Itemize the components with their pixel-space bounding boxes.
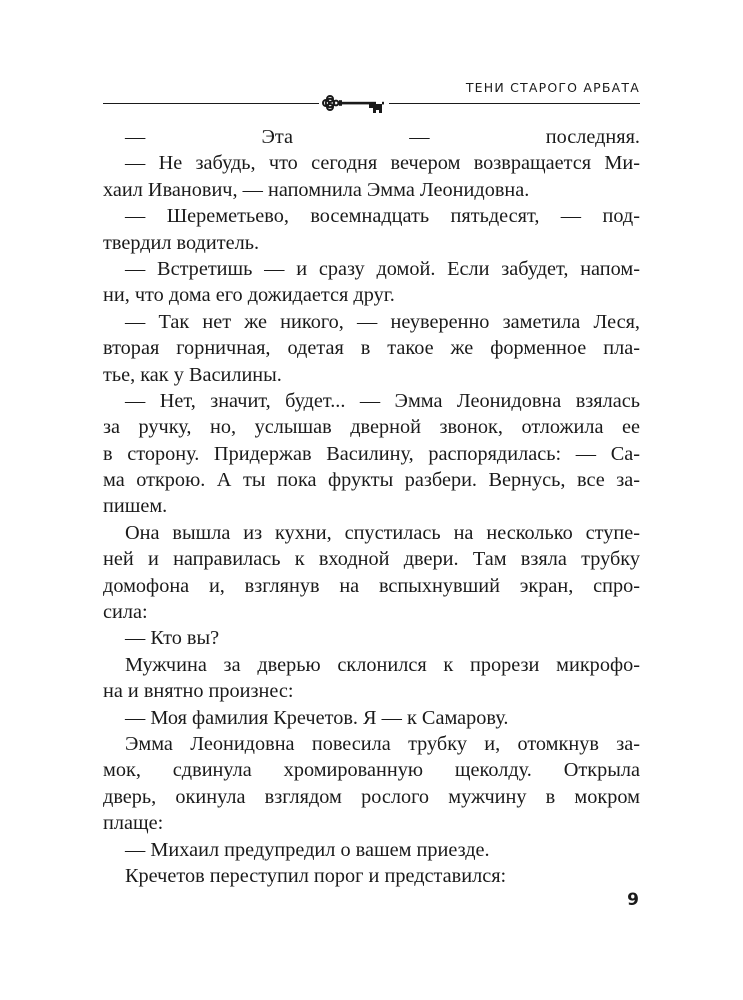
text-line: — Так нет же никого, — неуверенно заметила Леся, [125, 310, 640, 333]
text-line: дверь, окинула взглядом рослого мужчину в мокром [103, 785, 640, 808]
text-line: твердил водитель. [103, 231, 260, 254]
text-line: пишем. [103, 495, 168, 518]
text-line: хаил Иванович, — напомнила Эмма Леонидовна. [103, 178, 530, 201]
text-line: мок, сдвинула хромированную щеколду. Открыла [103, 759, 640, 782]
text-line: — Михаил предупредил о вашем приезде. [125, 838, 490, 861]
text-line: — Эта — последняя. [125, 126, 640, 148]
text-line: Она вышла из кухни, спустилась на несколько ступе- [125, 521, 640, 544]
text-line: за ручку, но, услышав дверной звонок, отложила ее [103, 416, 640, 439]
text-line: сила: [103, 601, 148, 624]
text-line: плаще: [103, 812, 164, 835]
text-line: на и внятно произнес: [103, 680, 294, 703]
text-line: ней и направилась к входной двери. Там взяла трубку [103, 548, 640, 571]
text-line: — Моя фамилия Кречетов. Я — к Самарову. [125, 706, 509, 729]
text-line: Эмма Леонидовна повесила трубку и, отомкнув за- [125, 732, 640, 755]
text-line: вторая горничная, одетая в такое же форменное пла- [103, 337, 640, 360]
text-line: — Шереметьево, восемнадцать пятьдесят, — под- [125, 205, 640, 228]
text-line: — Нет, значит, будет... — Эмма Леонидовна взялась [125, 389, 640, 412]
text-line: домофона и, взглянув на вспыхнувший экран, спро- [103, 574, 640, 597]
text-line: — Кто вы? [125, 627, 220, 650]
text-line: Мужчина за дверью склонился к прорези микрофо- [125, 653, 640, 676]
text-line: тье, как у Василины. [103, 363, 282, 386]
running-head-title: ТЕНИ СТАРОГО АРБАТА [465, 80, 640, 95]
text-line: ни, что дома его дожидается друг. [103, 284, 395, 307]
text-line: — Не забудь, что сегодня вечером возвращается Ми- [125, 152, 640, 175]
text-line: в сторону. Придержав Василину, распорядилась: — Са- [103, 442, 640, 465]
text-line: ма открою. А ты пока фрукты разбери. Вернусь, все за- [103, 469, 640, 492]
text-line: Кречетов переступил порог и представился: [125, 864, 507, 887]
page-number: 9 [627, 890, 639, 910]
body-text [103, 124, 640, 889]
key-icon [319, 91, 389, 117]
text-line: — Встретишь — и сразу домой. Если забудет, напом- [125, 257, 640, 280]
